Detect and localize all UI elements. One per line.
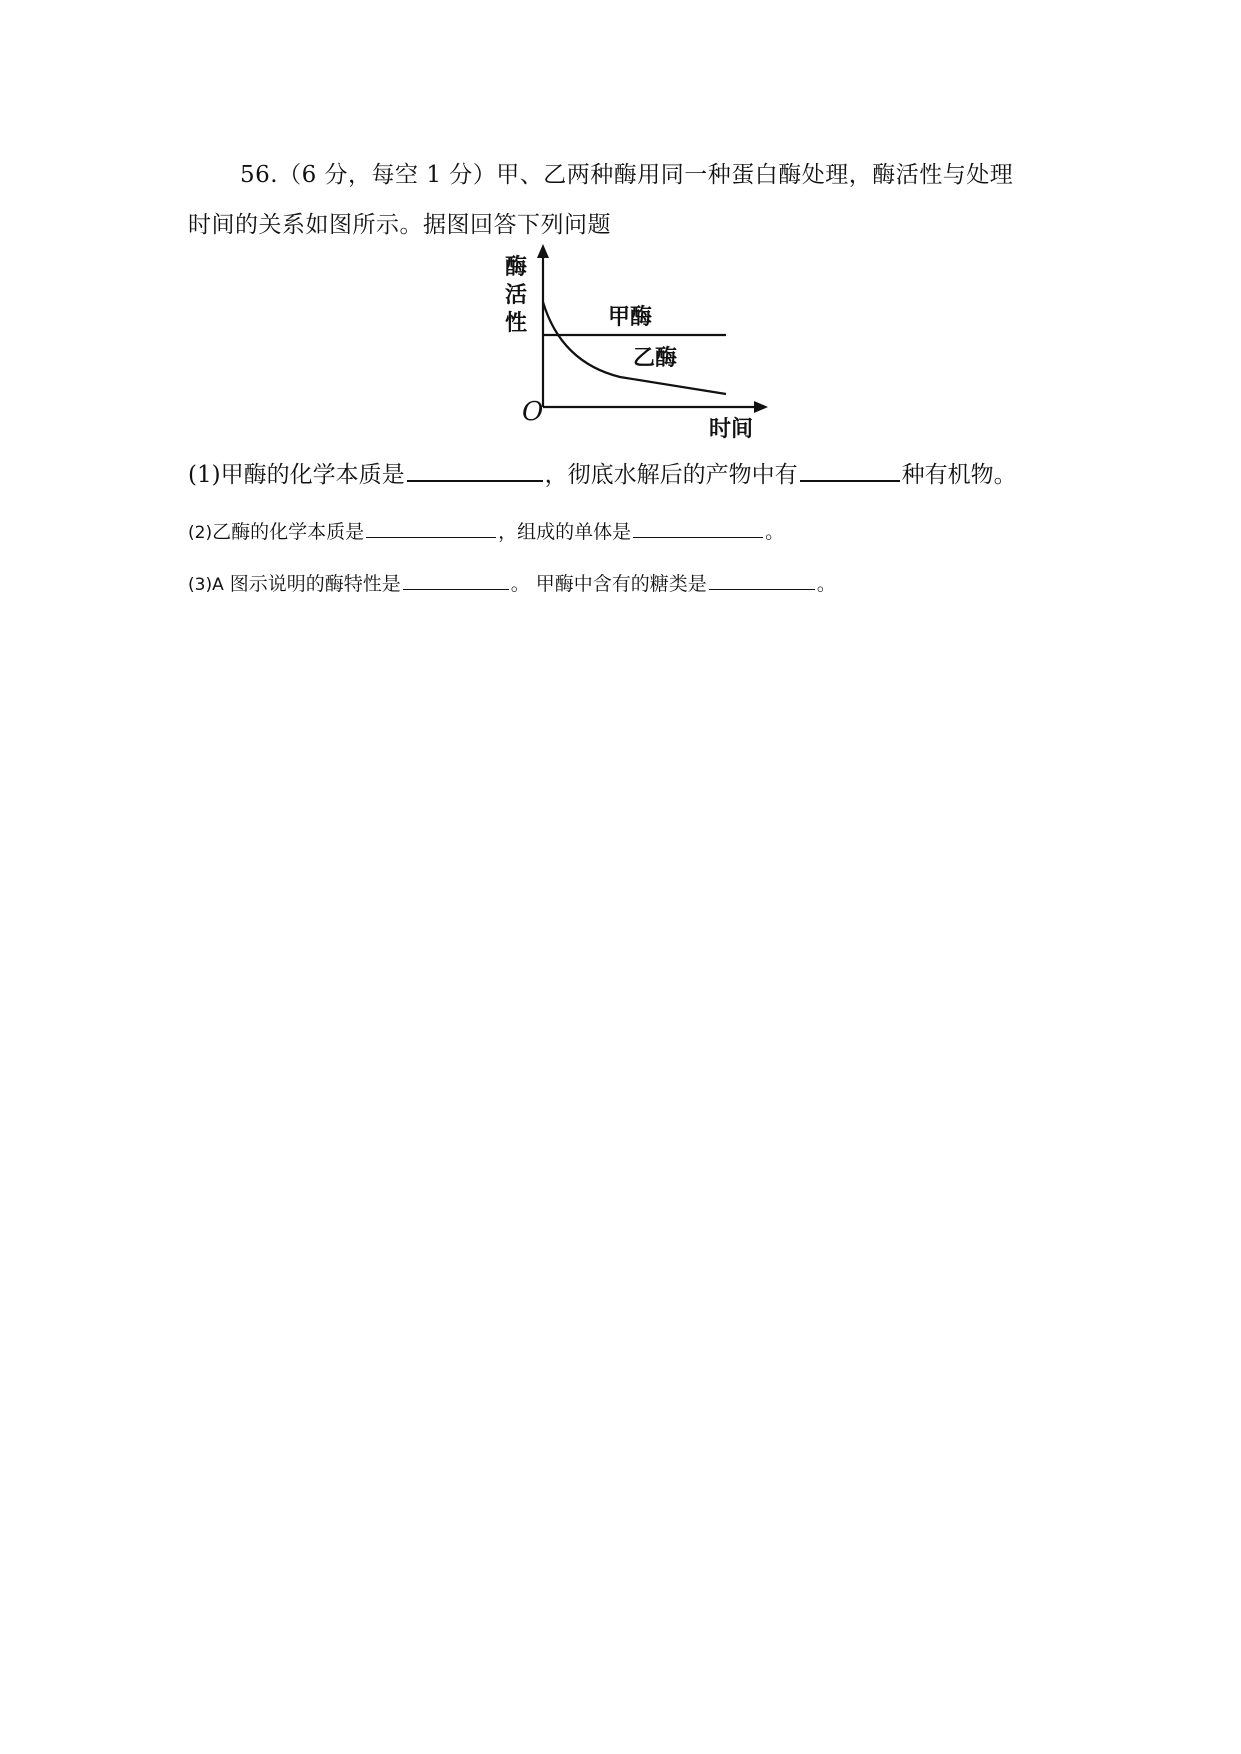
- question-2-suffix: 。: [765, 521, 785, 543]
- question-3-middle: 。 甲酶中含有的糖类是: [510, 573, 707, 595]
- y-axis-arrowhead: [537, 244, 549, 258]
- question-2-blank-2[interactable]: [633, 519, 763, 538]
- question-1-blank-2[interactable]: [800, 458, 900, 482]
- question-2: [188, 517, 784, 548]
- question-1-suffix: 种有机物。: [901, 462, 1017, 488]
- enzyme-activity-graph: [500, 242, 800, 442]
- x-axis-label: 时间: [709, 417, 754, 442]
- question-1-prefix: (1)甲酶的化学本质是: [188, 462, 405, 488]
- y-axis-label-char-2: 活: [505, 283, 528, 308]
- origin-label: O: [522, 397, 544, 427]
- jia-enzyme-label: 甲酶: [608, 305, 653, 330]
- question-2-blank-1[interactable]: [366, 519, 496, 538]
- enzyme-activity-figure: [500, 242, 800, 442]
- question-intro-line-2: 时间的关系如图所示。据图回答下列问题: [188, 212, 611, 238]
- question-3-number: (3)A: [188, 575, 224, 595]
- question-3-suffix: 。: [816, 573, 836, 595]
- x-axis-arrowhead: [754, 401, 768, 413]
- question-1: [188, 457, 1017, 493]
- question-intro-line-1: 56.（6 分，每空 1 分）甲、乙两种酶用同一种蛋白酶处理，酶活性与处理: [240, 162, 1014, 188]
- y-axis-label-char-1: 酶: [505, 255, 528, 280]
- yi-enzyme-label: 乙酶: [633, 346, 678, 371]
- question-2-number: (2): [188, 523, 213, 543]
- question-2-prefix: 乙酶的化学本质是: [212, 521, 365, 543]
- y-axis-label-char-3: 性: [505, 311, 528, 336]
- question-3-prefix: 图示说明的酶特性是: [223, 573, 401, 595]
- question-3: [188, 569, 836, 600]
- question-2-middle: ，组成的单体是: [498, 521, 632, 543]
- question-1-middle: ，彻底水解后的产物中有: [544, 462, 798, 488]
- question-3-blank-2[interactable]: [709, 571, 815, 590]
- question-3-blank-1[interactable]: [403, 571, 509, 590]
- question-1-blank-1[interactable]: [407, 458, 543, 482]
- question-intro: [188, 150, 1068, 250]
